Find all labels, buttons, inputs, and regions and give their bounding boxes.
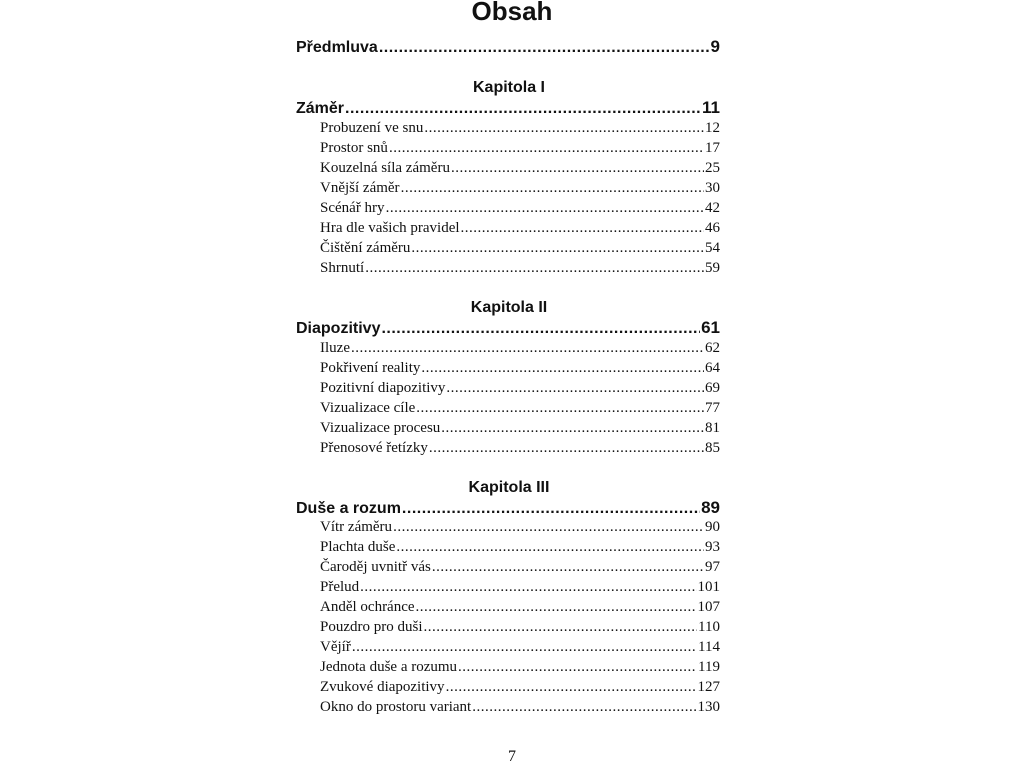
entry-label: Duše a rozum: [296, 500, 401, 517]
entry-page: 69: [705, 380, 720, 396]
entry-label: Okno do prostoru variant: [320, 699, 472, 715]
toc-entry-section[interactable]: [320, 420, 720, 437]
chapter-heading: Kapitola II: [470, 299, 548, 316]
entry-label: Vějíř: [320, 639, 351, 655]
dot-leader: [451, 160, 704, 177]
entry-page: 81: [705, 420, 720, 436]
toc-entry-section[interactable]: [320, 180, 720, 197]
page-title: Obsah: [471, 0, 553, 26]
dot-leader: [389, 140, 704, 157]
entry-page: 42: [705, 200, 720, 216]
dot-leader: [379, 39, 710, 57]
dot-leader: [446, 380, 704, 397]
toc-entry-section[interactable]: [320, 200, 720, 217]
entry-label: Čištění záměru: [320, 240, 411, 256]
toc-entry-section[interactable]: [320, 360, 720, 377]
entry-label: Probuzení ve snu: [320, 120, 424, 136]
entry-label: Vizualizace cíle: [320, 400, 416, 416]
dot-leader: [461, 220, 704, 237]
toc-entry-section[interactable]: [320, 519, 720, 536]
dot-leader: [365, 260, 704, 277]
entry-page: 90: [705, 519, 720, 535]
dot-leader: [381, 320, 700, 338]
dot-leader: [458, 659, 697, 676]
entry-page: 89: [701, 498, 720, 517]
entry-page: 59: [705, 260, 720, 276]
dot-leader: [424, 619, 698, 636]
entry-label: Vítr záměru: [320, 519, 393, 535]
entry-page: 61: [701, 318, 720, 337]
chapter-heading: Kapitola III: [468, 479, 550, 496]
entry-label: Kouzelná síla záměru: [320, 160, 450, 176]
toc-entry-section[interactable]: [320, 380, 720, 397]
entry-page: 25: [705, 160, 720, 176]
entry-page: 127: [697, 679, 720, 695]
entry-label: Diapozitivy: [296, 320, 381, 337]
toc-entry-section[interactable]: [320, 160, 720, 177]
entry-label: Shrnutí: [320, 260, 365, 276]
dot-leader: [472, 699, 696, 716]
entry-page: 54: [705, 240, 720, 256]
entry-label: Plachta duše: [320, 539, 396, 555]
toc-entry-chapter[interactable]: [296, 318, 720, 338]
toc-entry-preface[interactable]: [296, 37, 720, 57]
entry-label: Pozitivní diapozitivy: [320, 380, 446, 396]
entry-page: 17: [705, 140, 720, 156]
toc-entry-section[interactable]: [320, 679, 720, 696]
entry-label: Čaroděj uvnitř vás: [320, 559, 431, 575]
page-number: 7: [508, 748, 516, 765]
entry-page: 85: [705, 440, 720, 456]
toc-entry-section[interactable]: [320, 659, 720, 676]
dot-leader: [424, 120, 704, 137]
entry-label: Prostor snů: [320, 140, 388, 156]
toc-entry-chapter[interactable]: [296, 498, 720, 518]
toc-entry-section[interactable]: [320, 340, 720, 357]
dot-leader: [416, 400, 704, 417]
entry-page: 119: [698, 659, 720, 675]
entry-label: Scénář hry: [320, 200, 385, 216]
toc-entry-section[interactable]: [320, 140, 720, 157]
entry-page: 114: [698, 639, 720, 655]
dot-leader: [402, 500, 700, 518]
entry-page: 11: [702, 98, 720, 117]
toc-entry-section[interactable]: [320, 240, 720, 257]
toc-entry-section[interactable]: [320, 260, 720, 277]
entry-label: Zvukové diapozitivy: [320, 679, 445, 695]
toc-entry-section[interactable]: [320, 639, 720, 656]
toc-entry-section[interactable]: [320, 120, 720, 137]
entry-page: 9: [710, 37, 720, 56]
toc-entry-section[interactable]: [320, 220, 720, 237]
entry-page: 101: [697, 579, 720, 595]
dot-leader: [352, 639, 697, 656]
entry-page: 30: [705, 180, 720, 196]
dot-leader: [393, 519, 704, 536]
toc-entry-chapter[interactable]: [296, 98, 720, 118]
dot-leader: [386, 200, 704, 217]
dot-leader: [396, 539, 704, 556]
entry-page: 110: [698, 619, 720, 635]
entry-label: Předmluva: [296, 39, 378, 56]
entry-label: Jednota duše a rozumu: [320, 659, 458, 675]
dot-leader: [345, 100, 701, 118]
entry-label: Hra dle vašich pravidel: [320, 220, 460, 236]
entry-label: Pokřivení reality: [320, 360, 421, 376]
entry-label: Vizualizace procesu: [320, 420, 441, 436]
dot-leader: [351, 340, 704, 357]
toc-entry-section[interactable]: [320, 539, 720, 556]
toc-entry-section[interactable]: [320, 599, 720, 616]
entry-page: 12: [705, 120, 720, 136]
entry-page: 107: [697, 599, 720, 615]
entry-page: 130: [697, 699, 720, 715]
toc-entry-section[interactable]: [320, 400, 720, 417]
entry-page: 62: [705, 340, 720, 356]
dot-leader: [446, 679, 697, 696]
toc-entry-section[interactable]: [320, 579, 720, 596]
dot-leader: [360, 579, 696, 596]
dot-leader: [432, 559, 704, 576]
entry-label: Anděl ochránce: [320, 599, 415, 615]
entry-label: Přelud: [320, 579, 360, 595]
dot-leader: [441, 420, 704, 437]
entry-label: Pouzdro pro duši: [320, 619, 423, 635]
entry-page: 46: [705, 220, 720, 236]
entry-page: 97: [705, 559, 720, 575]
toc-entry-section[interactable]: [320, 559, 720, 576]
entry-page: 77: [705, 400, 720, 416]
dot-leader: [416, 599, 697, 616]
entry-page: 93: [705, 539, 720, 555]
dot-leader: [421, 360, 704, 377]
toc-entry-section[interactable]: [320, 619, 720, 636]
toc-entry-section[interactable]: [320, 440, 720, 457]
entry-label: Záměr: [296, 100, 345, 117]
entry-label: Přenosové řetízky: [320, 440, 428, 456]
dot-leader: [401, 180, 704, 197]
entry-page: 64: [705, 360, 720, 376]
dot-leader: [411, 240, 704, 257]
toc-entry-section[interactable]: [320, 699, 720, 716]
entry-label: Vnější záměr: [320, 180, 400, 196]
chapter-heading: Kapitola I: [472, 79, 545, 96]
entry-label: Iluze: [320, 340, 350, 356]
dot-leader: [429, 440, 704, 457]
